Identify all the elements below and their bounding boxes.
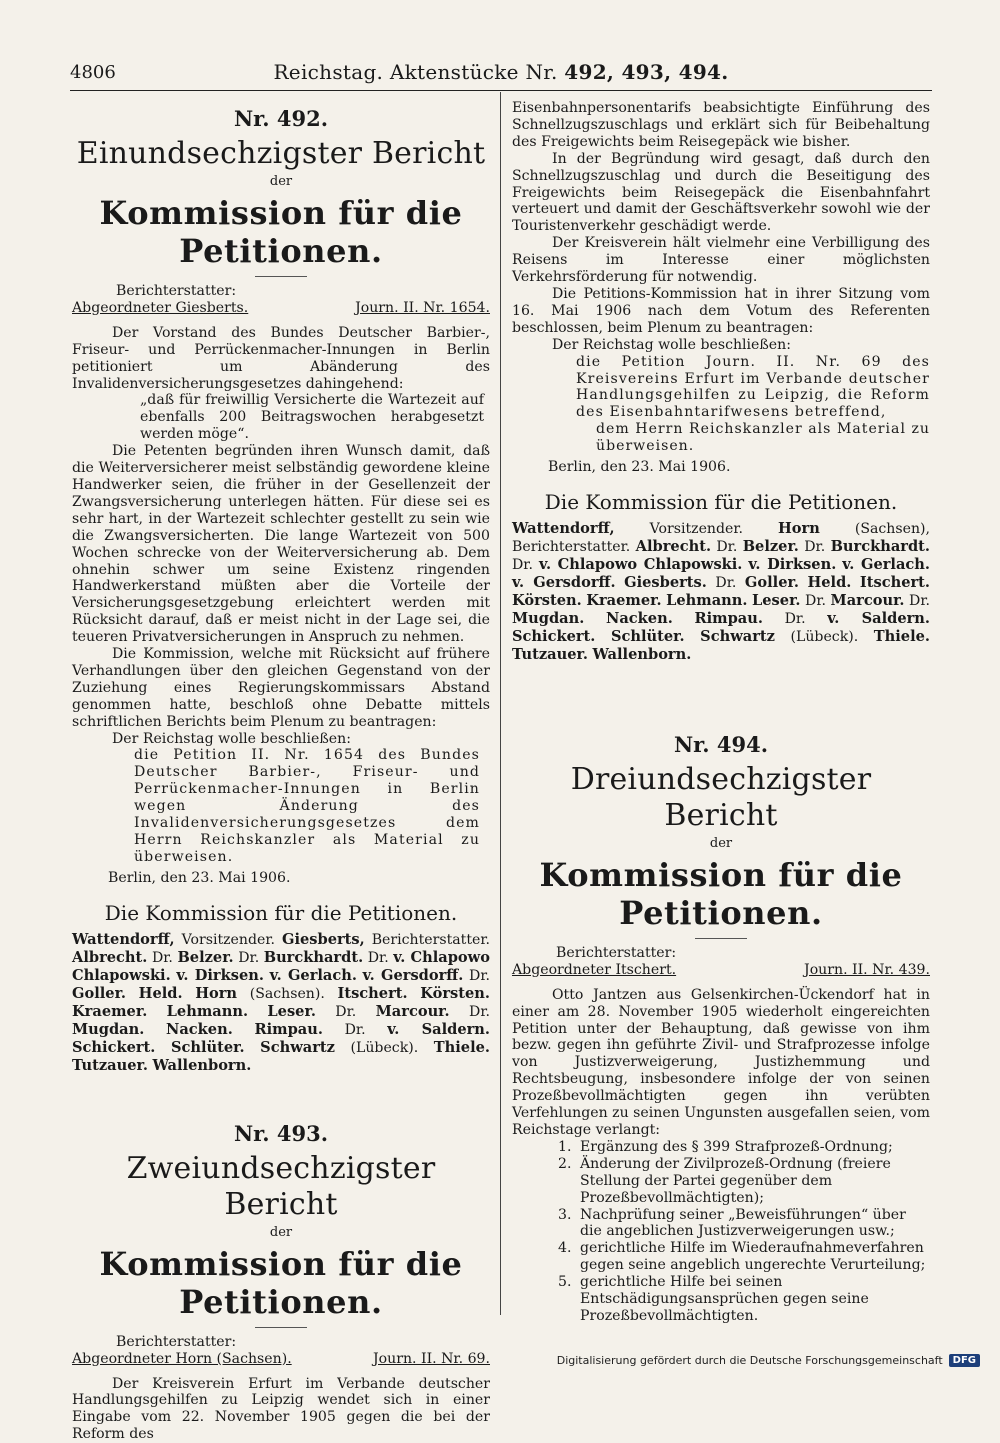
list-number: 4. <box>558 1240 572 1257</box>
list-text: Änderung der Zivilprozeß-Ordnung (freiere Stellung der Partei gegenüber dem Prozeßbevollmächtigten); <box>580 1155 891 1206</box>
member-name: Thiele. <box>873 627 930 645</box>
der-492: der <box>269 174 293 189</box>
member-name: Mugdan. <box>72 1020 145 1038</box>
rapporteur-name-494: Abgeordneter Itschert. <box>512 961 677 978</box>
der-493: der <box>269 1224 293 1240</box>
paragraph: Der Kreisverein hält vielmehr eine Verbilligung des Reisens im Interesse einer möglichsten Verkehrsförderung für notwendig. <box>512 235 930 286</box>
member-name: v. Gersdorff. <box>362 966 464 984</box>
member-name: Tutzauer. <box>512 645 588 663</box>
member-name: Marcour. <box>830 591 905 609</box>
member-name: Itschert. <box>859 573 930 591</box>
motion-intro: Der Reichstag wolle beschließen: <box>112 730 351 747</box>
right-column <box>512 100 930 1325</box>
member-name: Held. <box>138 984 183 1002</box>
report-title-492: Einundsechzigster Bericht <box>76 136 486 171</box>
member-name: Held. <box>807 573 852 591</box>
member-name: Schwartz <box>700 627 775 645</box>
members-list-493: Wattendorff, Vorsitzender. Horn (Sachsen), Berichterstatter. Albrecht. Dr. Belzer. Dr. Burckhardt. Dr. v. Chlapowo Chlapowski. v. Dirksen. v. Gerlach. v. Gersdorff. Giesberts. Dr. Goller. Held. Itschert. Körsten. Kraemer. Lehmann. Leser. Dr. Marcour. Dr. Mugdan. Nacken. Rimpau. Dr. v. Saldern. Schickert. Schlüter. Schwartz (Lübeck). Thiele. Tutzauer. Wallenborn. <box>512 519 931 663</box>
list-number: 2. <box>558 1155 572 1172</box>
member-name: Burckhardt. <box>830 537 930 555</box>
members-list-492: Wattendorff, Vorsitzender. Giesberts, Berichterstatter. Albrecht. Dr. Belzer. Dr. Burckhardt. Dr. v. Chlapowo Chlapowski. v. Dirksen. v. Gerlach. v. Gersdorff. Dr. Goller. Held. Horn (Sachsen). Itschert. Körsten. Kraemer. Lehmann. Leser. Dr. Marcour. Dr. Mugdan. Nacken. Rimpau. Dr. v. Saldern. Schickert. Schlüter. Schwartz (Lübeck). Thiele. Tutzauer. Wallenborn. <box>72 930 490 1074</box>
report-title-494: Dreiundsechzigster Bericht <box>570 761 872 833</box>
member-name: Leser. <box>752 591 801 609</box>
list-number: 3. <box>558 1206 572 1223</box>
member-name: v. Gerlach. <box>269 966 357 984</box>
member-name: Burckhardt. <box>263 948 364 966</box>
member-name: Albrecht. <box>72 948 148 966</box>
member-name: Goller. <box>744 573 799 591</box>
quote: „daß für freiwillig Versicherte die Wartezeit auf ebenfalls 200 Beitragswochen herabgesetzt werden möge“. <box>140 392 484 443</box>
report-title-493: Zweiundsechzigster Bericht <box>126 1150 436 1222</box>
member-name: v. Gerlach. <box>842 555 930 573</box>
member-name: Körsten. <box>420 984 490 1002</box>
running-head <box>70 60 932 84</box>
member-name: Horn <box>778 519 820 537</box>
member-name: Tutzauer. <box>72 1056 148 1074</box>
motion-end: dem Herrn Reichskanzler als Material zu überweisen. <box>596 421 930 455</box>
list-item <box>558 1274 930 1325</box>
member-name: Belzer. <box>742 537 799 555</box>
commission-title-494: Kommission für die Petitionen. <box>539 855 903 932</box>
member-name: v. Dirksen. <box>748 555 837 573</box>
list-text: Ergänzung des § 399 Strafprozeß-Ordnung; <box>580 1138 893 1155</box>
member-name: Leser. <box>267 1002 316 1020</box>
member-name: v. Saldern. <box>387 1020 490 1038</box>
member-name: Wallenborn. <box>592 645 692 663</box>
divider <box>695 938 747 939</box>
rapporteur-row-493 <box>72 1351 490 1368</box>
paragraph: Eisenbahnpersonentarifs beabsichtigte Einführung des Schnellzugszuschlags und erklärt sich für Beibehaltung des Freigewichts beim Reisegepäck wie bisher. <box>512 100 930 150</box>
date: Berlin, den 23. Mai 1906. <box>548 459 731 476</box>
rapporteur-name-492: Abgeordneter Giesberts. <box>72 299 249 316</box>
member-name: Horn <box>195 984 238 1002</box>
member-name: Nacken. <box>606 609 673 627</box>
paragraph: Die Petenten begründen ihren Wunsch damit, daß die Weiterversicherer meist selbständig gewordene kleine Handwerker seien, die früher in der Gesellenzeit der Zwangsversicherung unterlegen hätten. Für diese sei es sehr hart, in der Wartezeit schlechter gestellt zu sein wie die Zwangsversicherten. Die lange Wartezeit von 500 Wochen schrecke von der Weiterversicherung ab. Dem ohnehin schwer um seine Existenz ringenden Handwerkerstand müßten aber die Vorteile der Versicherungsgesetzgebung erleichtert werden mit Rücksicht darauf, daß er meist nicht in der Lage sei, die teueren Privatversicherungen in Anspruch zu nehmen. <box>72 443 490 646</box>
paragraph: Der Vorstand des Bundes Deutscher Barbier-, Friseur- und Perrückenmacher-Innungen in Berlin petitioniert um Abänderung des Invalidenversicherungsgesetzes dahingehend: <box>72 324 490 392</box>
member-name: Kraemer. <box>72 1002 148 1020</box>
footer-funding-note <box>557 1354 980 1367</box>
member-name: Lehmann. <box>666 591 748 609</box>
member-name: Schlüter. <box>170 1038 245 1056</box>
member-name: Kraemer. <box>586 591 662 609</box>
date: Berlin, den 23. Mai 1906. <box>108 869 291 886</box>
rapporteur-label-494: Berichterstatter: <box>556 944 677 961</box>
running-head-text: Reichstag. Aktenstücke Nr. <box>273 60 558 84</box>
paragraph: Die Kommission, welche mit Rücksicht auf frühere Verhandlungen über den gleichen Gegenstand von der Zuziehung eines Regierungskommissars Abstand genommen hatte, beschloß ohne Debatte mittels schriftlichen Berichts beim Plenum zu beantragen: <box>72 646 490 730</box>
list-number: 1. <box>558 1138 572 1155</box>
paragraph: Der Kreisverein Erfurt im Verbande deutscher Handlungsgehilfen zu Leipzig wendet sich in einer Eingabe vom 22. November 1905 gegen die bei der Reform des <box>72 1375 490 1443</box>
member-name: Schickert. <box>72 1038 156 1056</box>
page-number: 4806 <box>70 62 116 83</box>
rapporteur-label-492: Berichterstatter: <box>116 283 237 299</box>
member-name: Lehmann. <box>166 1002 249 1020</box>
footer-text: Digitalisierung gefördert durch die Deutsche Forschungsgemeinschaft <box>556 1354 943 1367</box>
member-name: v. Dirksen. <box>176 966 264 984</box>
member-name: Rimpau. <box>254 1020 323 1038</box>
member-name: Wattendorff, <box>72 930 175 948</box>
list-text: gerichtliche Hilfe im Wiederaufnahmeverfahren gegen seine angeblich ungerechte Verurteilung; <box>580 1240 926 1274</box>
paragraph: Otto Jantzen aus Gelsenkirchen-Ückendorf hat in einer am 28. November 1905 wiederholt eingereichten Petition unter der Behauptung, daß gewisse von ihm bezw. gegen ihn geführte Zivil- und Strafprozesse infolge von Justizverweigerung, Justizhemmung und Rechtsbeugung, insbesondere infolge der von seinen Prozeßbevollmächtigten gegen ihn verübten Verfehlungen zu seinen Ungunsten ausgefallen seien, vom Reichstage verlangt: <box>512 986 931 1138</box>
member-name: v. Saldern. <box>827 609 930 627</box>
column-divider <box>500 92 501 1315</box>
der-494: der <box>709 835 733 851</box>
member-name: Rimpau. <box>694 609 763 627</box>
commission-title-493: Kommission für die Petitionen. <box>99 1244 463 1321</box>
signature-title: Die Kommission für die Petitionen. <box>104 900 458 925</box>
divider <box>255 276 307 277</box>
rapporteur-name-493: Abgeordneter Horn (Sachsen). <box>72 1350 292 1367</box>
left-column <box>72 100 490 1443</box>
list-text: gerichtliche Hilfe bei seinen Entschädigungsansprüchen gegen seine Prozeßbevollmächtigten. <box>580 1274 869 1324</box>
member-name: Wattendorff, <box>512 519 615 537</box>
page-header <box>70 60 932 91</box>
member-name: Goller. <box>72 984 126 1002</box>
demands-list <box>512 1139 930 1325</box>
journal-ref-494: Journ. II. Nr. 439. <box>804 961 930 978</box>
member-name: Schickert. <box>512 627 596 645</box>
member-name: Schlüter. <box>610 627 685 645</box>
member-name: Belzer. <box>177 948 234 966</box>
running-head-numbers: 492, 493, 494. <box>564 60 729 84</box>
list-item <box>558 1139 930 1156</box>
motion-body: die Petition Journ. II. Nr. 69 des Kreisvereins Erfurt im Verbande deutscher Handlungsgehilfen zu Leipzig, die Reform des Eisenbahntarifwesens betreffend, <box>576 353 930 421</box>
member-name: Wallenborn. <box>152 1056 252 1074</box>
member-name: Thiele. <box>433 1038 490 1056</box>
rapporteur-row-494 <box>512 962 930 979</box>
member-name: v. Gersdorff. <box>512 573 616 591</box>
signature-title: Die Kommission für die Petitionen. <box>544 489 898 514</box>
member-name: Mugdan. <box>512 609 585 627</box>
dfg-logo: DFG <box>949 1354 980 1367</box>
rapporteur-row-492 <box>72 300 490 317</box>
list-item <box>558 1240 930 1274</box>
member-name: Schwartz <box>260 1038 335 1056</box>
list-item <box>558 1207 930 1241</box>
member-name: Nacken. <box>166 1020 233 1038</box>
commission-title-492: Kommission für die Petitionen. <box>99 194 463 270</box>
paragraph: Die Petitions-Kommission hat in ihrer Sitzung vom 16. Mai 1906 nach dem Votum des Referenten beschlossen, beim Plenum zu beantragen: <box>512 285 930 336</box>
member-name: Körsten. <box>512 591 582 609</box>
member-name: Giesberts, <box>281 930 365 948</box>
member-name: Giesberts. <box>624 573 707 591</box>
journal-ref-493: Journ. II. Nr. 69. <box>373 1350 490 1367</box>
list-item <box>558 1156 930 1207</box>
member-name: Marcour. <box>375 1002 450 1020</box>
report-number-493: Nr. 493. <box>233 1120 329 1146</box>
motion-body: die Petition II. Nr. 1654 des Bundes Deutscher Barbier-, Friseur- und Perrückenmacher-Innungen in Berlin wegen Änderung des Invalidenversicherungsgesetzes dem Herrn Reichskanzler als Material zu überweisen. <box>134 747 480 865</box>
member-name: Itschert. <box>337 984 408 1002</box>
journal-ref-492: Journ. II. Nr. 1654. <box>355 299 490 316</box>
divider <box>255 1327 307 1328</box>
list-number: 5. <box>558 1274 572 1291</box>
rapporteur-label-493: Berichterstatter: <box>116 1333 237 1350</box>
paragraph: In der Begründung wird gesagt, daß durch den Schnellzugszuschlag und durch die Beseitigung des Freigewichts beim Reisegepäck die Eisenbahnfahrt verteuert und damit der Geschäftsverkehr sowohl wie der Touristenverkehr geschädigt werde. <box>512 150 930 235</box>
motion-intro: Der Reichstag wolle beschließen: <box>552 336 791 353</box>
member-name: Albrecht. <box>635 537 712 555</box>
member-name: v. Chlapowo Chlapowski. <box>72 948 490 984</box>
report-number-492: Nr. 492. <box>233 106 329 131</box>
list-text: Nachprüfung seiner „Beweisführungen“ über die angeblichen Justizverweigerungen usw.; <box>580 1206 906 1240</box>
member-name: v. Chlapowo Chlapowski. <box>538 555 743 573</box>
report-number-494: Nr. 494. <box>673 731 769 757</box>
